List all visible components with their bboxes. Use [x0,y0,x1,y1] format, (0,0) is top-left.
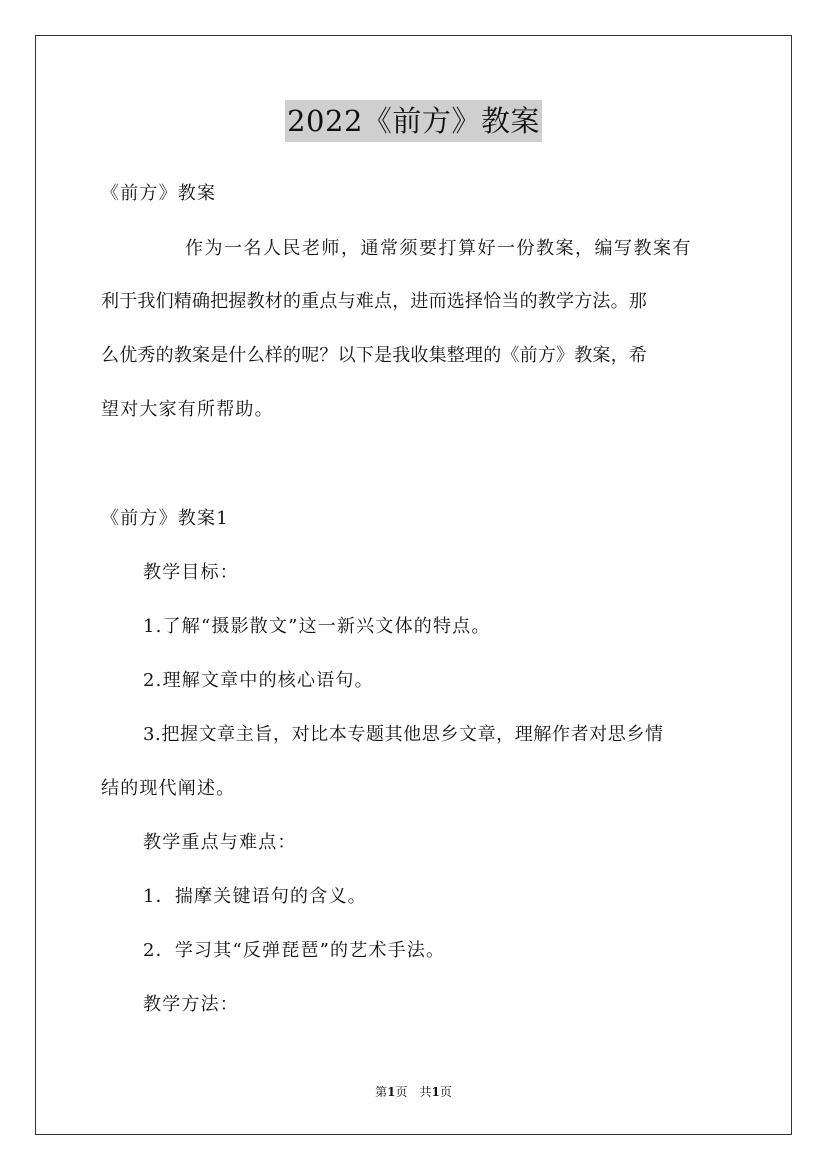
intro-line-4: 望对大家有所帮助。 [101,399,274,420]
footer-page-current: 1 [387,1085,396,1099]
objective-3-line-1 [143,722,726,748]
objective-1: 1.了解“摄影散文”这一新兴文体的特点。 [143,616,491,637]
intro-line-3-text: 么优秀的教案是什么样的呢？以下是我收集整理的《前方》教案，希 [101,345,647,366]
key-points-heading: 教学重点与难点： [143,832,297,853]
objective-3-line-1-text: 3.把握文章主旨，对比本专题其他思乡文章，理解作者对思乡情 [143,724,664,745]
document-title: 2022《前方》教案 [285,100,542,142]
title-container [0,100,827,142]
objectives-heading: 教学目标： [143,562,239,583]
intro-line-1 [185,236,726,262]
key-point-2: 2．学习其“反弹琵琶”的艺术手法。 [143,940,446,961]
intro-line-2 [101,289,726,315]
footer-page-total: 1 [431,1085,440,1099]
key-point-1: 1．揣摩关键语句的含义。 [143,886,367,907]
intro-line-1-text: 作为一名人民老师，通常须要打算好一份教案，编写教案有 [185,238,692,259]
section-1-title: 《前方》教案1 [101,508,229,529]
page-footer [0,1084,827,1100]
document-subtitle: 《前方》教案 [101,183,217,204]
methods-heading: 教学方法： [143,994,239,1015]
footer-page-suffix: 页 [439,1085,452,1099]
intro-line-2-text: 利于我们精确把握教材的重点与难点，进而选择恰当的教学方法。那 [101,291,647,312]
intro-line-3 [101,343,726,369]
footer-page-mid: 页 共 [395,1085,432,1099]
objective-2: 2.理解文章中的核心语句。 [143,670,374,691]
objective-3-line-2: 结的现代阐述。 [101,778,236,799]
footer-page-prefix: 第 [375,1085,388,1099]
